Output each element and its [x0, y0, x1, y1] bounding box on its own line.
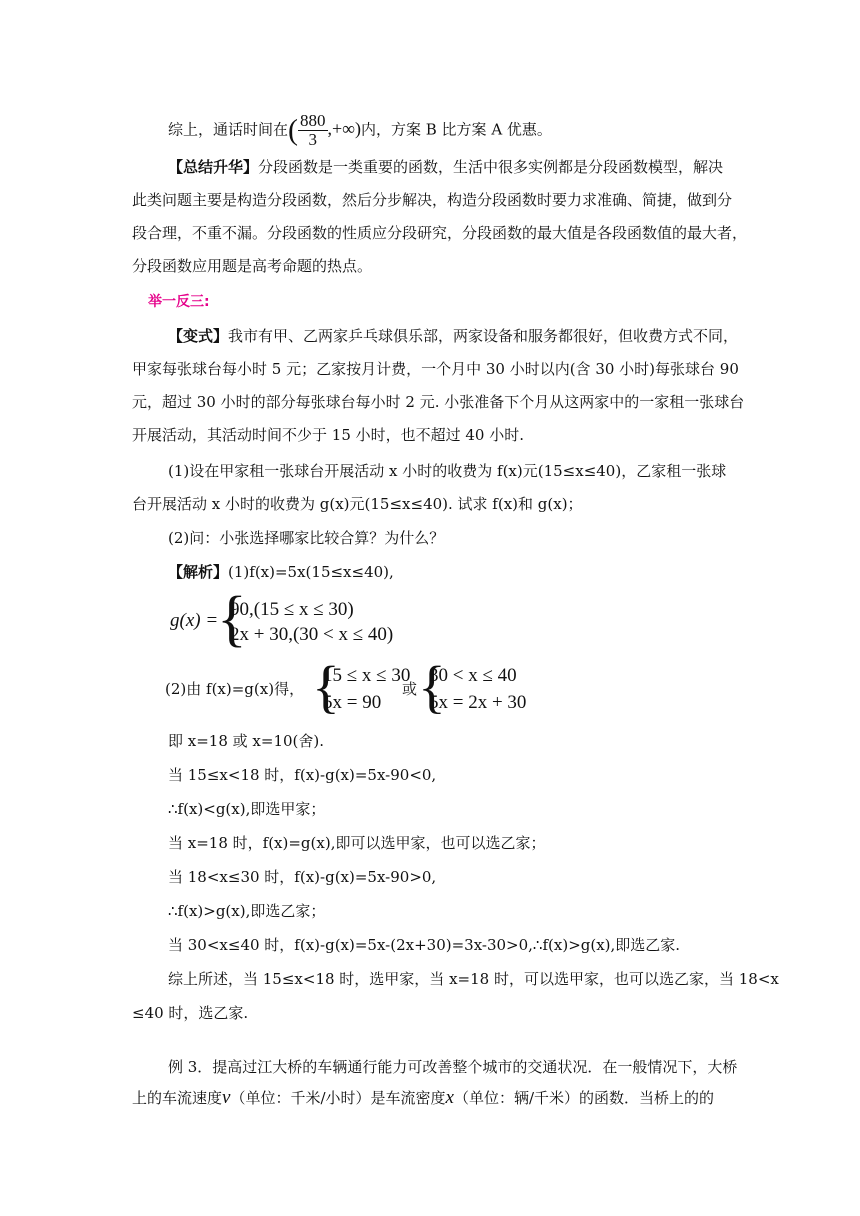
- summary-text-1: 分段函数是一类重要的函数，生活中很多实例都是分段函数模型，解决: [258, 158, 724, 176]
- juyi-heading: 举一反三:: [148, 294, 210, 310]
- question2-line: (2)问：小张选择哪家比较合算？为什么？: [168, 529, 445, 547]
- conclusion-line: [168, 112, 552, 149]
- left-brace: {: [217, 585, 247, 653]
- summary-line-2: 此类问题主要是构造分段函数，然后分步解决，构造分段函数时要力求准确、简捷，做到分: [132, 191, 733, 209]
- solution-line-i: ≤40 时，选乙家.: [132, 1004, 249, 1022]
- left-brace: {: [312, 654, 340, 719]
- variant-text-1: 我市有甲、乙两家乒乓球俱乐部，两家设备和服务都很好，但收费方式不同，: [228, 327, 739, 345]
- example3-line-1: 例 3．提高过江大桥的车辆通行能力可改善整个城市的交通状况．在一般情况下，大桥: [168, 1058, 738, 1076]
- system1-line-2: 5x = 90: [323, 692, 382, 713]
- open-paren: (: [288, 113, 299, 147]
- example3-text-a: 上的车流速度: [132, 1089, 223, 1107]
- solution-line-h: 综上所述，当 15≤x<18 时，选甲家，当 x=18 时，可以选甲家，也可以选乙家，当 18<x: [168, 970, 779, 988]
- variant-line-1: [168, 326, 738, 346]
- solution-line-g: 当 30<x≤40 时，f(x)-g(x)=5x-(2x+30)=3x-30>0,∴f(x)>g(x),即选乙家.: [168, 936, 681, 954]
- variant-line-2: 甲家每张球台每小时 5 元；乙家按月计费，一个月中 30 小时以内(含 30 小时)每张球台 90: [132, 360, 739, 378]
- solution-line-a: 即 x=18 或 x=10(舍).: [168, 732, 325, 750]
- question1-line-1: (1)设在甲家租一张球台开展活动 x 小时的收费为 f(x)元(15≤x≤40)，乙家租一张球: [168, 462, 727, 480]
- fraction-880-3: [298, 112, 328, 149]
- solution-line-b: 当 15≤x<18 时，f(x)-g(x)=5x-90<0,: [168, 766, 437, 784]
- variant-line-3: 元，超过 30 小时的部分每张球台每小时 2 元. 小张准备下个月从这两家中的一家租一张球台: [132, 393, 745, 411]
- or-word: 或: [402, 680, 418, 698]
- fraction-denominator: 3: [308, 130, 318, 149]
- interval-tail: ,+∞): [327, 118, 361, 139]
- g-case-1: 90,(15 ≤ x ≤ 30): [230, 599, 354, 620]
- question1-line-2: 台开展活动 x 小时的收费为 g(x)元(15≤x≤40). 试求 f(x)和 g(x)；: [132, 495, 583, 513]
- solution-line-d: 当 x=18 时，f(x)=g(x),即可以选甲家，也可以选乙家；: [168, 834, 546, 852]
- example3-line-2: [132, 1088, 714, 1108]
- summary-line-4: 分段函数应用题是高考命题的热点。: [132, 257, 373, 275]
- solution-line-e: 当 18<x≤30 时，f(x)-g(x)=5x-90>0,: [168, 868, 437, 886]
- left-brace: {: [418, 654, 446, 719]
- g-case-2: 2x + 30,(30 < x ≤ 40): [230, 624, 394, 645]
- solution-line-1: [168, 562, 394, 582]
- system2-line-1: 30 < x ≤ 40: [429, 665, 517, 686]
- variant-label: 【变式】: [168, 327, 229, 345]
- fraction-numerator: 880: [300, 111, 326, 130]
- summary-line-1: [168, 157, 723, 177]
- solution-line-f: ∴f(x)>g(x),即选乙家；: [168, 902, 326, 920]
- variant-line-4: 开展活动，其活动时间不少于 15 小时，也不超过 40 小时.: [132, 426, 525, 444]
- system1-line-1: 15 ≤ x ≤ 30: [323, 665, 411, 686]
- g-lhs: g(x) =: [170, 610, 219, 631]
- solution-text-1: (1)f(x)=5x(15≤x≤40),: [228, 563, 394, 581]
- conclusion-prefix: 综上，通话时间在: [168, 120, 289, 139]
- conclusion-suffix: 内，方案 B 比方案 A 优惠。: [361, 120, 552, 139]
- example3-text-c: （单位：辆/千米）的函数．当桥上的的: [453, 1089, 715, 1107]
- summary-line-3: 段合理，不重不漏。分段函数的性质应分段研究，分段函数的最大值是各段函数值的最大者，: [132, 224, 748, 242]
- var-x: x: [445, 1087, 454, 1108]
- system2-line-2: 5x = 2x + 30: [429, 692, 527, 713]
- solution-label: 【解析】: [168, 563, 229, 581]
- var-v: v: [222, 1087, 231, 1108]
- example3-text-b: （单位：千米/小时）是车流密度: [230, 1089, 446, 1107]
- summary-label: 【总结升华】: [168, 158, 259, 176]
- solution-line-c: ∴f(x)<g(x),即选甲家；: [168, 800, 326, 818]
- part2-prefix: (2)由 f(x)=g(x)得，: [165, 680, 305, 698]
